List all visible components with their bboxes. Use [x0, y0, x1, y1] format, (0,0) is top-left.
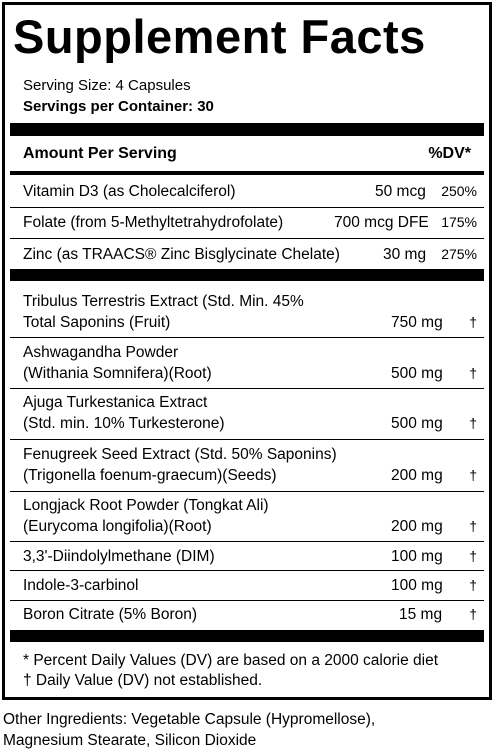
other-ingredients-line2: Magnesium Stearate, Silicon Dioxide — [3, 732, 257, 749]
ingredient-amount: 100 mg — [391, 548, 443, 565]
ingredient-name: Ashwagandha Powder — [23, 344, 179, 361]
dagger-mark: † — [469, 606, 477, 622]
thick-divider — [10, 123, 484, 136]
ingredient-row — [23, 343, 477, 383]
other-ingredients: Other Ingredients: Vegetable Capsule (Hypromellose), — [3, 711, 376, 728]
ingredient-row — [23, 393, 477, 433]
dagger-mark: † — [469, 577, 477, 593]
ingredient-row — [23, 292, 477, 332]
ingredient-name-line2: (Trigonella foenum-graecum)(Seeds) — [23, 467, 277, 484]
dagger-mark: † — [469, 518, 477, 534]
ingredient-name: Boron Citrate (5% Boron) — [23, 606, 198, 623]
ingredient-name: Longjack Root Powder (Tongkat Ali) — [23, 497, 269, 514]
nutrient-dv: 275% — [441, 246, 477, 262]
ingredient-row — [23, 445, 477, 485]
row-divider — [10, 541, 484, 542]
nutrient-amount: 50 mcg — [375, 183, 426, 200]
row-divider — [10, 388, 484, 389]
supplement-facts-panel — [2, 2, 492, 700]
row-divider — [10, 600, 484, 601]
ingredient-amount: 500 mg — [391, 365, 443, 382]
thick-divider — [10, 630, 484, 642]
ingredient-amount: 750 mg — [391, 314, 443, 331]
footnote-dv-not-established: † Daily Value (DV) not established. — [23, 672, 263, 689]
serving-size: Serving Size: 4 Capsules — [23, 77, 191, 94]
nutrient-name: Vitamin D3 (as Cholecalciferol) — [23, 183, 236, 200]
ingredient-name-line2: (Withania Somnifera)(Root) — [23, 365, 212, 382]
dagger-mark: † — [469, 467, 477, 483]
dv-label: %DV* — [428, 145, 471, 162]
ingredient-name: Ajuga Turkestanica Extract — [23, 394, 208, 411]
dagger-mark: † — [469, 365, 477, 381]
row-divider — [10, 570, 484, 571]
ingredient-name: 3,3'-Diindolylmethane (DIM) — [23, 548, 215, 565]
row-divider — [10, 491, 484, 492]
row-divider — [10, 207, 484, 208]
nutrient-amount: 30 mg — [383, 246, 427, 263]
servings-per-container: Servings per Container: 30 — [23, 98, 214, 115]
ingredient-name-line2: (Eurycoma longifolia)(Root) — [23, 518, 212, 535]
ingredient-amount: 200 mg — [391, 467, 443, 484]
ingredient-name: Tribulus Terrestris Extract (Std. Min. 45% — [23, 293, 304, 310]
dagger-mark: † — [469, 548, 477, 564]
nutrient-name: Zinc (as TRAACS® Zinc Bisglycinate Chelate) — [23, 246, 340, 263]
ingredient-name: Fenugreek Seed Extract (Std. 50% Saponins) — [23, 446, 337, 463]
ingredient-amount: 15 mg — [399, 606, 443, 623]
ingredient-name-line2: Total Saponins (Fruit) — [23, 314, 171, 331]
nutrient-amount: 700 mcg DFE — [334, 214, 429, 231]
panel-title: Supplement Facts — [13, 10, 426, 63]
medium-divider — [10, 171, 484, 175]
dagger-mark: † — [469, 415, 477, 431]
nutrient-dv: 175% — [441, 214, 477, 230]
ingredient-amount: 100 mg — [391, 577, 443, 594]
ingredient-name-line2: (Std. min. 10% Turkesterone) — [23, 415, 225, 432]
ingredient-name: Indole-3-carbinol — [23, 577, 139, 594]
dagger-mark: † — [469, 314, 477, 330]
ingredient-amount: 200 mg — [391, 518, 443, 535]
row-divider — [10, 337, 484, 338]
ingredient-row — [23, 496, 477, 536]
row-divider — [10, 238, 484, 239]
row-divider — [10, 439, 484, 440]
nutrient-name: Folate (from 5-Methyltetrahydrofolate) — [23, 214, 284, 231]
amount-per-serving-label: Amount Per Serving — [23, 145, 177, 162]
amount-header — [23, 145, 471, 163]
nutrient-dv: 250% — [441, 183, 477, 199]
ingredient-amount: 500 mg — [391, 415, 443, 432]
thick-divider — [10, 269, 484, 281]
footnote-percent-dv: * Percent Daily Values (DV) are based on a 2000 calorie diet — [23, 652, 438, 669]
